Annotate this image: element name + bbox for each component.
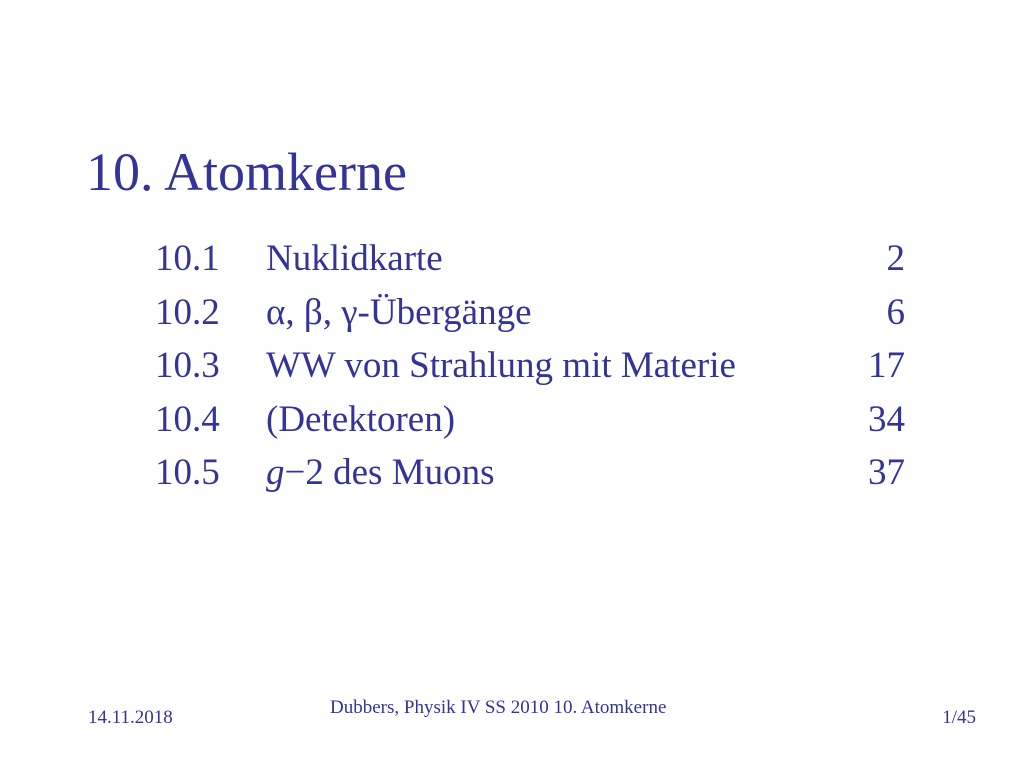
- toc-row: [155, 393, 905, 447]
- toc-section-title: [266, 232, 887, 286]
- toc-row: [155, 286, 905, 340]
- toc-section-title: [266, 286, 887, 340]
- toc-label-text: (Detektoren): [266, 398, 456, 440]
- footer-page-number: 1/45: [942, 707, 976, 728]
- toc-page-number: 6: [886, 291, 905, 333]
- toc-label-text: Nuklidkarte: [266, 238, 443, 279]
- toc-label-text: −2 des Muons: [284, 452, 495, 493]
- toc-row: [155, 446, 905, 500]
- toc-section-number: 10.3: [155, 345, 220, 386]
- toc-section-title: [266, 339, 868, 393]
- toc-row: [155, 232, 905, 286]
- toc-label-prefix: g: [266, 452, 285, 493]
- toc-page-number: 2: [886, 238, 905, 279]
- toc-page-number: 34: [868, 398, 905, 440]
- toc-section-number: 10.5: [155, 452, 220, 493]
- footer-title: Dubbers, Physik IV SS 2010 10. Atomkerne: [330, 697, 667, 718]
- toc-section-title: [266, 393, 868, 447]
- toc-label-text: α, β, γ-Übergänge: [266, 291, 532, 333]
- toc-section-number: 10.2: [155, 291, 220, 333]
- toc-page-number: 17: [868, 345, 905, 386]
- toc-section-title: [266, 446, 868, 500]
- slide-title: 10. Atomkerne: [86, 142, 407, 202]
- toc-label-text: WW von Strahlung mit Materie: [266, 345, 736, 386]
- toc-section-number: 10.1: [155, 238, 220, 279]
- toc-page-number: 37: [868, 452, 905, 493]
- toc-row: [155, 339, 905, 393]
- table-of-contents: [155, 232, 905, 500]
- footer-date: 14.11.2018: [88, 707, 173, 728]
- toc-section-number: 10.4: [155, 398, 220, 440]
